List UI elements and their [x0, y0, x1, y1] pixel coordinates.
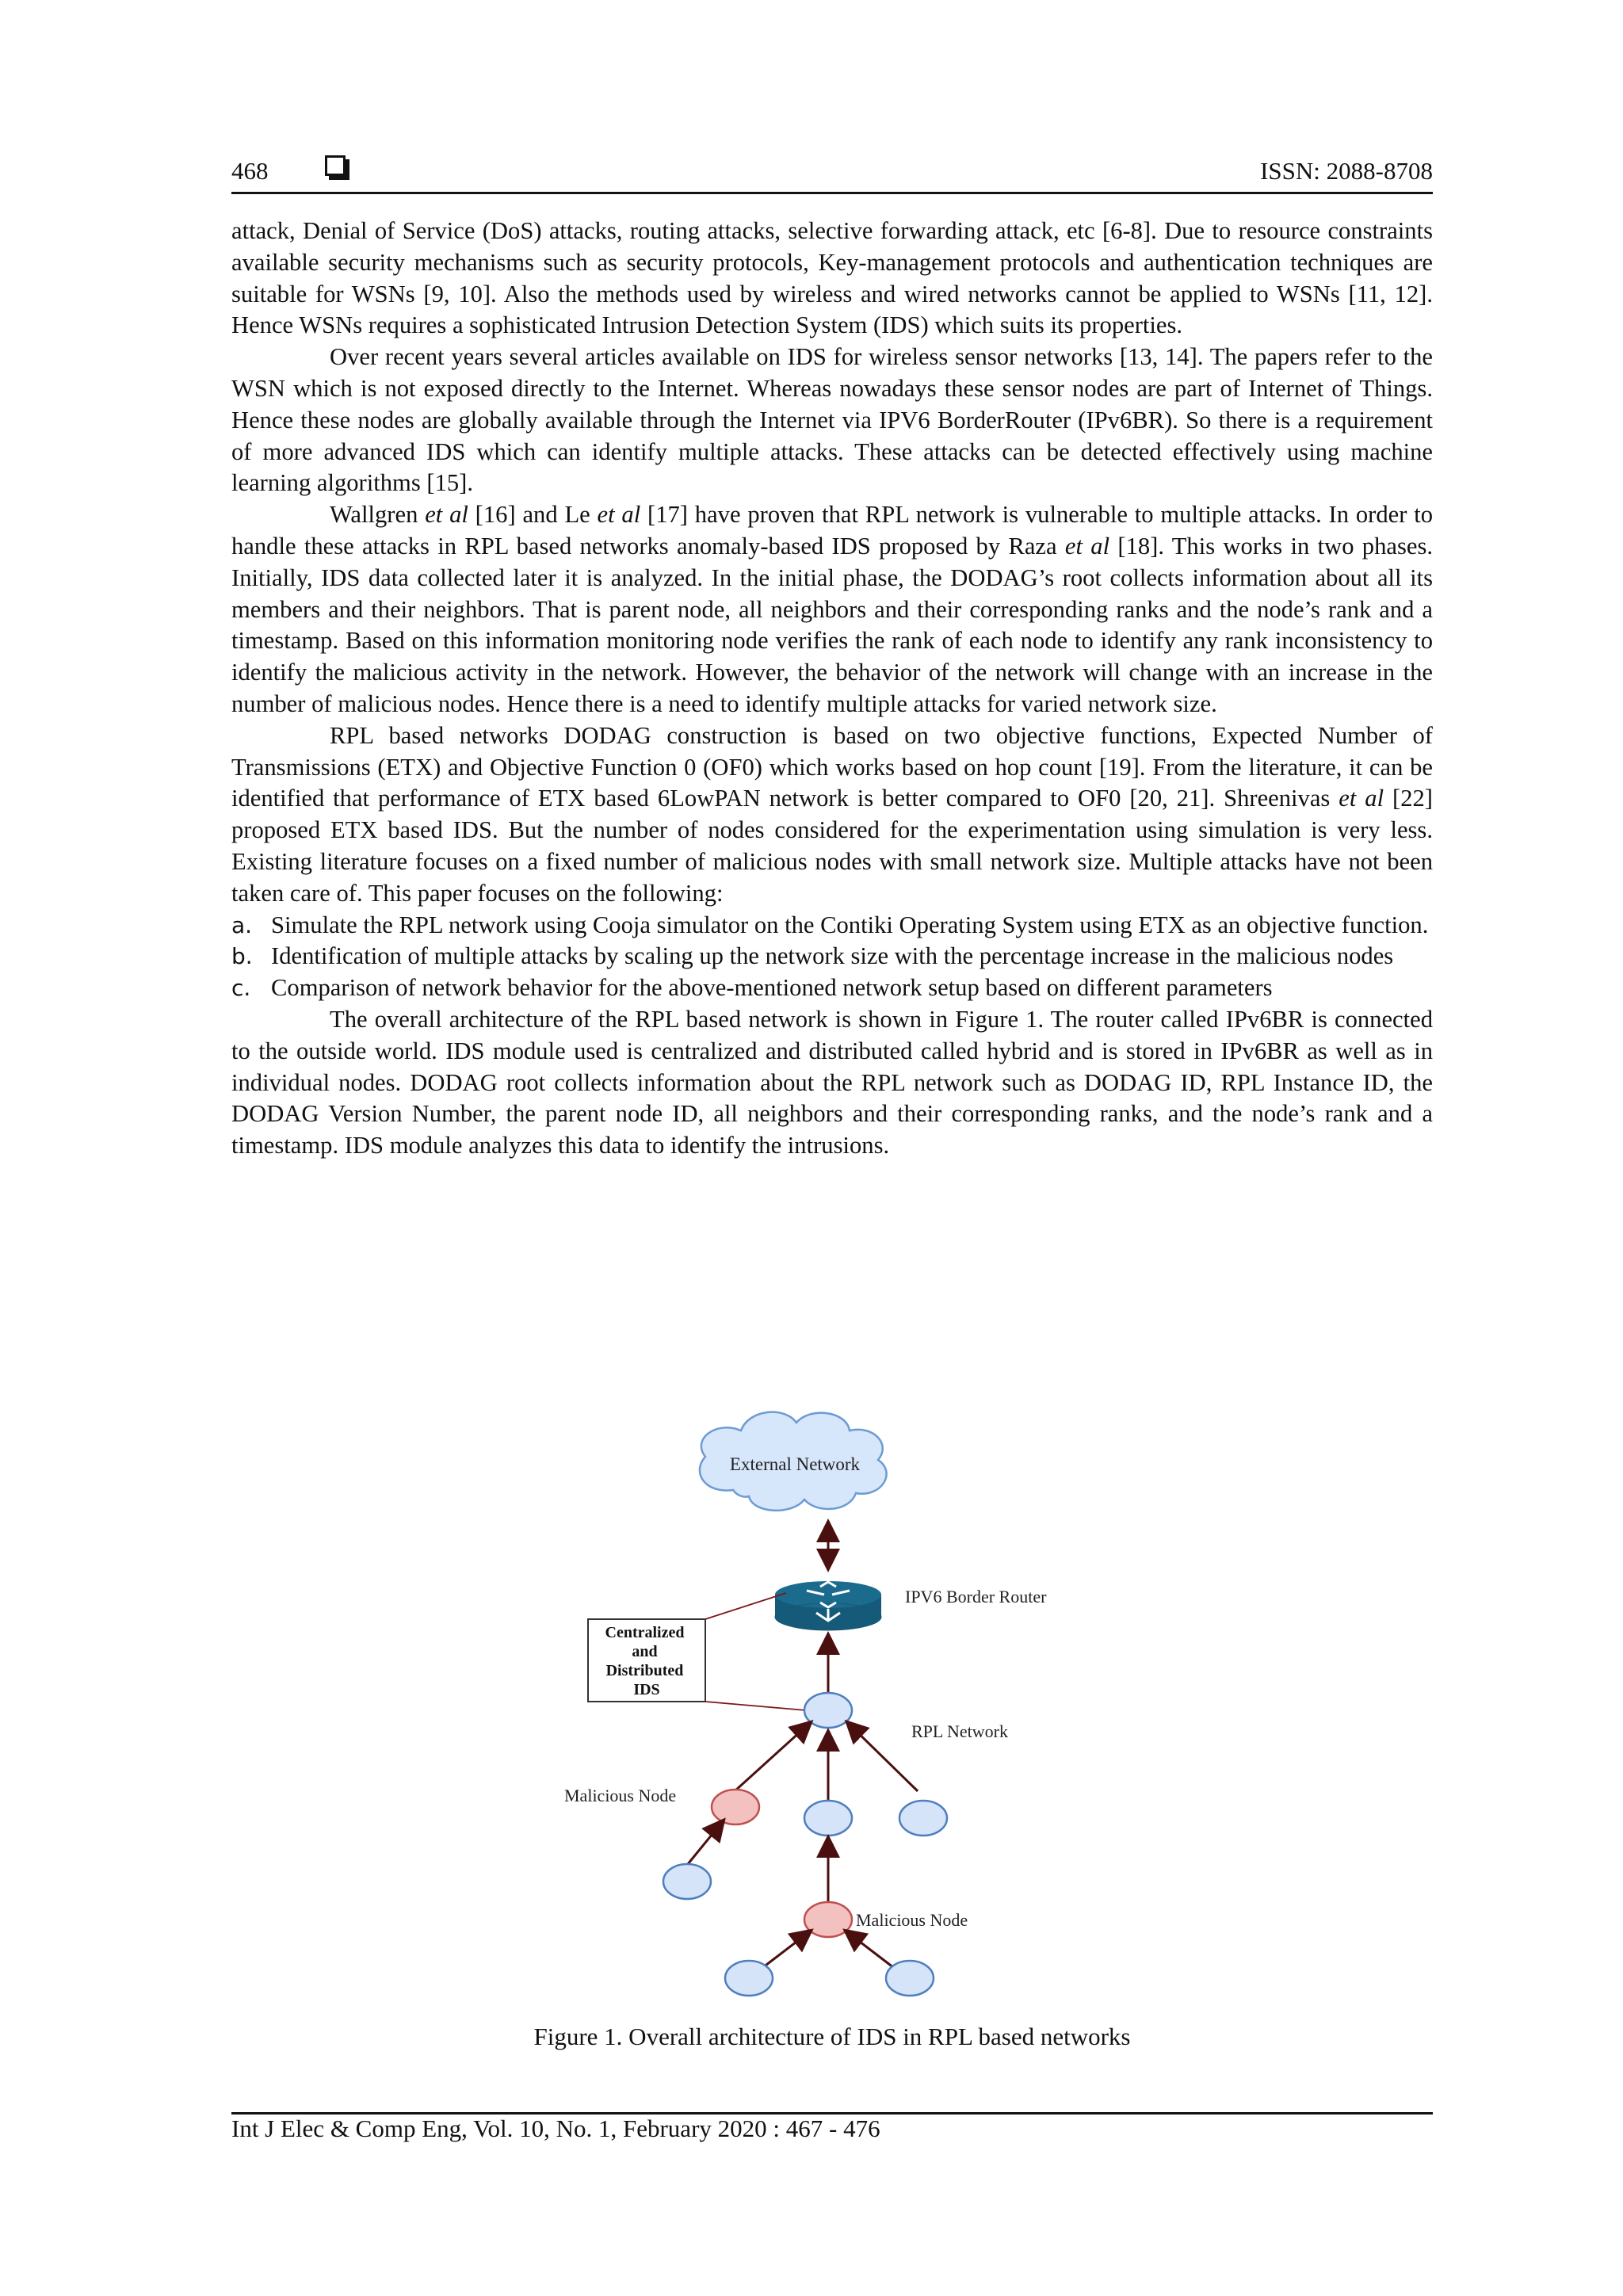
body-text — [231, 216, 1433, 1162]
edge — [759, 1931, 810, 1970]
edge — [846, 1931, 897, 1970]
paragraph-2: Over recent years several articles available on IDS for wireless sensor networks [13, 14]. The papers refer to the WSN which is not exposed directly to the Internet. Whereas nowadays these sensor nodes are part of Internet of Things. Hence these nodes are globally available through the Internet via IPV6 BorderRouter (IPv6BR). So there is a requirement of more advanced IDS which can identify multiple attacks. These attacks can be detected effectively using machine learning algorithms [15]. — [231, 343, 1433, 497]
figure-caption: Figure 1. Overall architecture of IDS in RPL based networks — [533, 2023, 1131, 2050]
list-item: a. Simulate the RPL network using Cooja simulator on the Contiki Operating System using ETX as an objective function. — [231, 910, 1433, 942]
et-al: et al — [425, 501, 468, 529]
malicious-node — [804, 1902, 852, 1937]
rpl-network-label: RPL Network — [911, 1721, 1009, 1741]
malicious-node — [712, 1790, 759, 1824]
list-marker: a. — [231, 911, 253, 938]
box-icon — [325, 155, 346, 176]
paragraph-1: attack, Denial of Service (DoS) attacks, routing attacks, selective forwarding attack, etc [6-8]. Due to resource constraints available security mechanisms such as security protocols, Key-management protocols and authentication techniques are suitable for WSNs [9, 10]. Also the methods used by wireless and wired networks cannot be applied to WSNs [11, 12]. Hence WSNs requires a sophisticated Intrusion Detection System (IDS) which suits its properties. — [231, 217, 1433, 339]
figure-1 — [555, 1395, 1094, 1997]
list-marker: c. — [231, 975, 251, 1002]
page-number: 468 — [231, 157, 269, 185]
rpl-node — [804, 1801, 852, 1836]
malicious-node-label-2: Malicious Node — [856, 1910, 968, 1930]
ids-router-link — [705, 1593, 786, 1619]
edge — [848, 1723, 918, 1791]
et-al: et al — [1064, 532, 1110, 560]
list-item: c. Comparison of network behavior for the above-mentioned network setup based on different parameters — [231, 972, 1433, 1004]
rpl-node — [886, 1961, 934, 1996]
et-al: et al — [597, 501, 641, 529]
footer-citation: Int J Elec & Comp Eng, Vol. 10, No. 1, February 2020 : 467 - 476 — [231, 2115, 880, 2142]
external-network-label: External Network — [729, 1454, 861, 1474]
contribution-list — [231, 910, 1433, 1004]
paragraph-3: Wallgren et al [16] and Le et al [17] have proven that RPL network is vulnerable to multiple attacks. In order to handle these attacks in RPL based networks anomaly-based IDS proposed by Raza et al [18]. This works in two phases. Initially, IDS data collected later it is analyzed. In the initial phase, the DODAG’s root collects information about all its members and their neighbors. That is parent node, all neighbors and their corresponding ranks and the node’s rank and a timestamp. Based on this information monitoring node verifies the rank of each node to identify any rank inconsistency to identify the malicious activity in the network. However, the behavior of the network will change with an increase in the number of malicious nodes. Hence there is a need to identify multiple attacks for varied network size. — [231, 501, 1433, 717]
issn: ISSN: 2088-8708 — [1260, 157, 1433, 185]
rpl-node — [725, 1961, 773, 1996]
architecture-diagram — [555, 1395, 1094, 1997]
malicious-node-label-1: Malicious Node — [564, 1786, 677, 1805]
paragraph-5: The overall architecture of the RPL based network is shown in Figure 1. The router called IPv6BR is connected to the outside world. IDS module used is centralized and distributed called hybrid and is stored in IPv6BR as well as in individual nodes. DODAG root collects information about the RPL network such as DODAG ID, RPL Instance ID, the DODAG Version Number, the parent node ID, all neighbors and their corresponding ranks, and the node’s rank and a timestamp. IDS module analyzes this data to identify the intrusions. — [231, 1005, 1433, 1159]
list-item: b. Identification of multiple attacks by scaling up the network size with the percentage increase in the malicious nodes — [231, 941, 1433, 972]
root-node — [804, 1693, 852, 1728]
et-al: et al — [1338, 785, 1384, 812]
page-header — [231, 151, 1433, 190]
router-icon — [775, 1581, 881, 1630]
border-router-label: IPV6 Border Router — [905, 1587, 1047, 1606]
header-rule — [231, 192, 1433, 194]
list-marker: b. — [231, 943, 253, 970]
rpl-node — [899, 1801, 947, 1836]
ids-box-label: Centralized and Distributed IDS — [605, 1624, 685, 1698]
edge — [735, 1723, 810, 1791]
edge — [688, 1821, 723, 1864]
rpl-node — [663, 1864, 711, 1899]
paragraph-4: RPL based networks DODAG construction is based on two objective functions, Expected Number of Transmissions (ETX) and Objective Function 0 (OF0) which works based on hop count [19]. From the literature, it can be identified that performance of ETX based 6LowPAN network is better compared to OF0 [20, 21]. Shreenivas et al [22] proposed ETX based IDS. But the number of nodes considered for the experimentation using simulation is very less. Existing literature focuses on a fixed number of malicious nodes with small network size. Multiple attacks have not been taken care of. This paper focuses on the following: — [231, 721, 1433, 907]
